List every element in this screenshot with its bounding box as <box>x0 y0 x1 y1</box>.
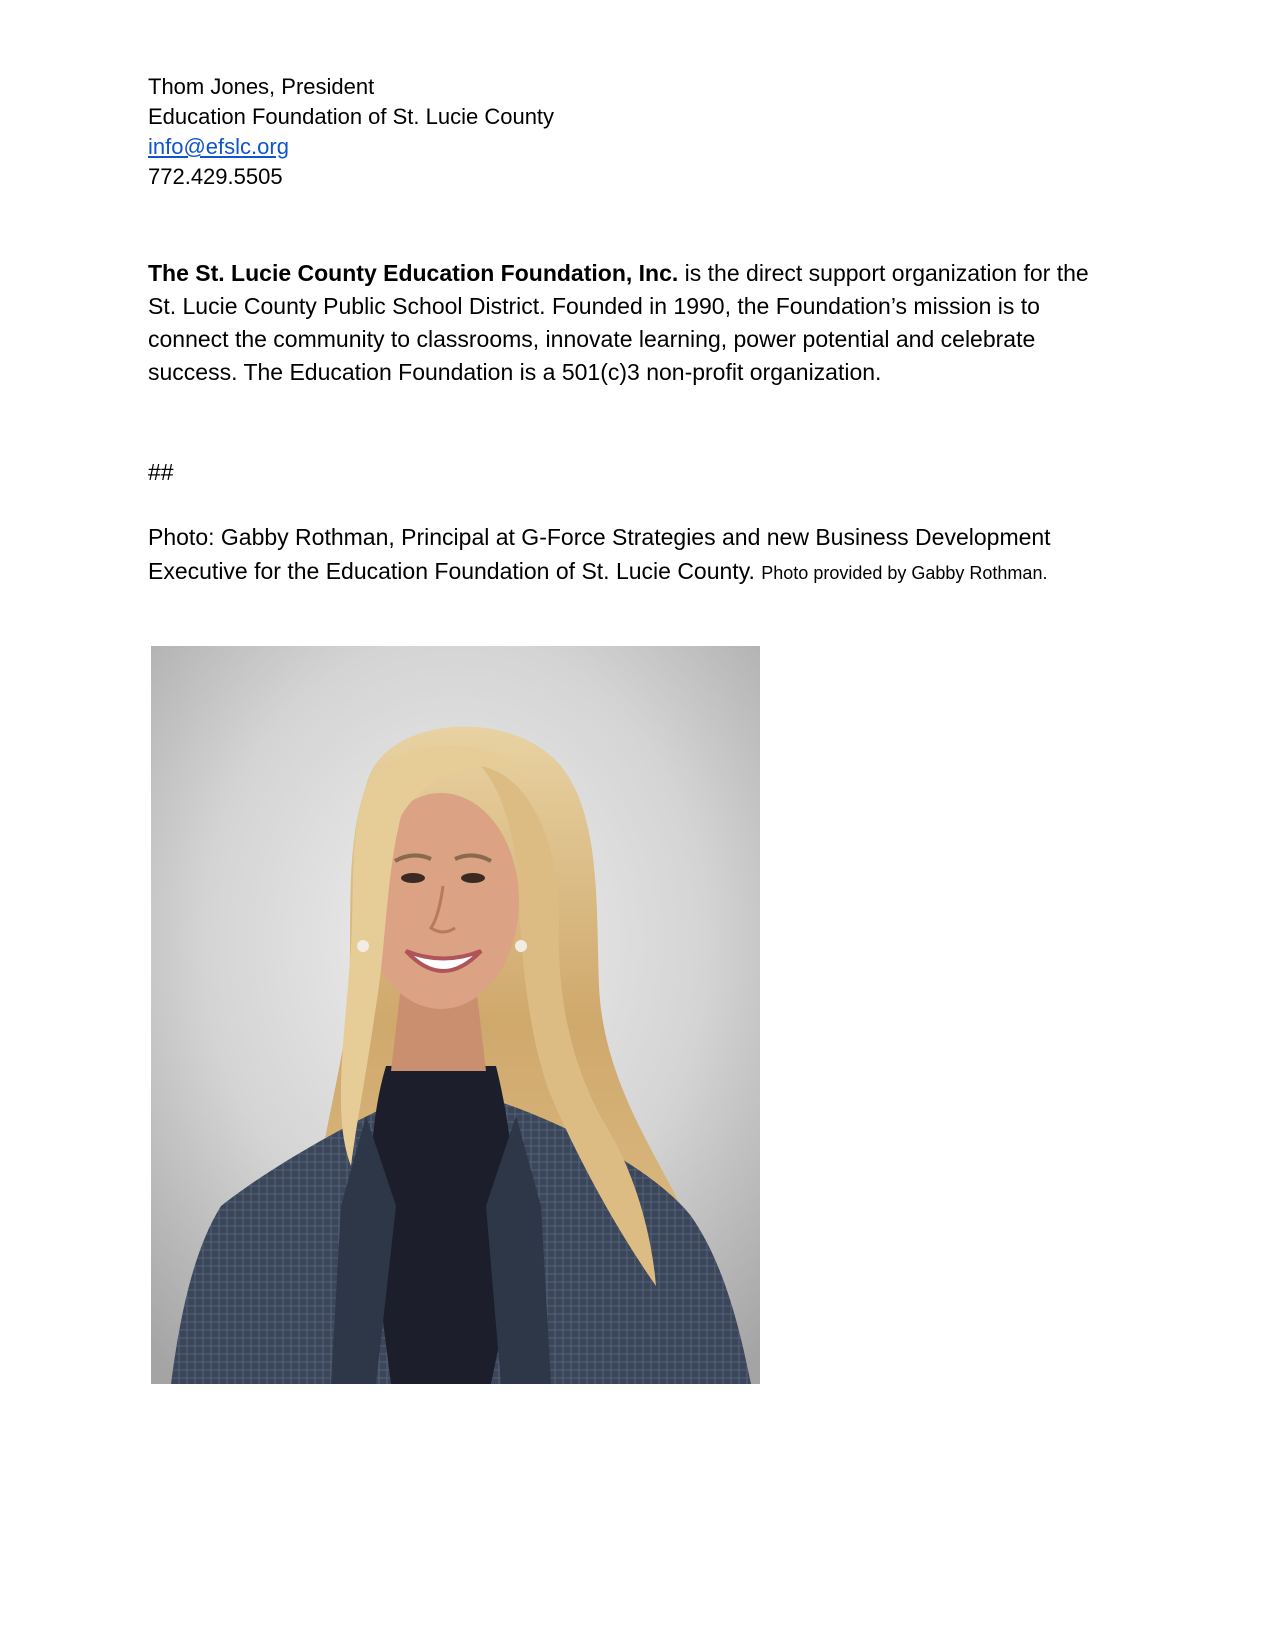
contact-block <box>148 72 554 192</box>
contact-email-link[interactable]: info@efslc.org <box>148 134 289 159</box>
contact-phone: 772.429.5505 <box>148 164 283 189</box>
caption-main: Photo: Gabby Rothman, Principal at G-Force Strategies and new Business Development Executive for the Education Foundation of St. Lucie County. <box>148 524 1051 584</box>
left-eye <box>401 873 425 883</box>
about-org-name: The St. Lucie County Education Foundation, Inc. <box>148 260 679 286</box>
portrait-illustration <box>151 646 760 1384</box>
left-earring <box>357 940 369 952</box>
contact-organization: Education Foundation of St. Lucie County <box>148 104 555 129</box>
right-eye <box>461 873 485 883</box>
about-paragraph <box>148 257 1123 389</box>
about-body: is the direct support organization for the St. Lucie County Public School District. Founded in 1990, the Foundation’s mission is to connect the community to classrooms, innovate learning, power potential and celebrate success. The Education Foundation is a 501(c)3 non-profit organization. <box>148 260 1089 385</box>
right-earring <box>515 940 527 952</box>
portrait-photo <box>151 646 760 1384</box>
photo-caption <box>148 520 1128 590</box>
caption-credit: Photo provided by Gabby Rothman. <box>761 563 1048 583</box>
contact-name-title: Thom Jones, President <box>148 74 375 99</box>
end-marker: ## <box>148 459 174 485</box>
